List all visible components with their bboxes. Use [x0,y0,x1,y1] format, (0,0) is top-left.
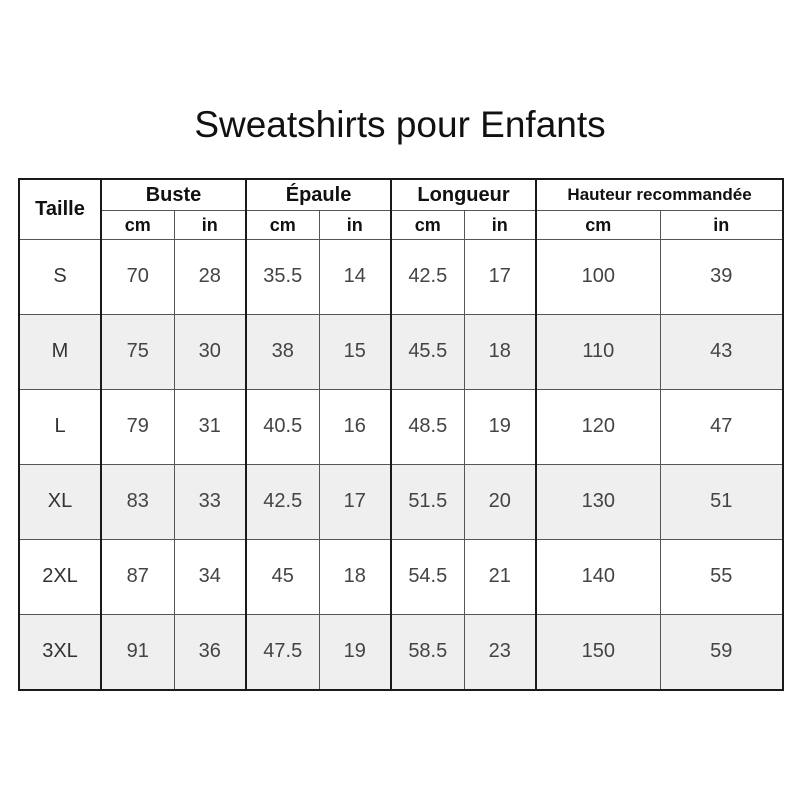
table-cell: 42.5 [246,464,319,539]
table-cell: 79 [101,389,174,464]
table-cell: 55 [660,539,783,614]
table-cell: 47.5 [246,614,319,690]
table-cell: 36 [174,614,246,690]
table-cell: 59 [660,614,783,690]
group-header-recommended-height: Hauteur recommandée [536,179,783,211]
table-cell: 87 [101,539,174,614]
table-cell: 43 [660,314,783,389]
unit-header: cm [101,211,174,240]
table-cell: 58.5 [391,614,464,690]
table-cell: 39 [660,240,783,315]
unit-header: in [464,211,536,240]
unit-header: cm [246,211,319,240]
table-cell: 51 [660,464,783,539]
table-cell: 31 [174,389,246,464]
table-cell: 83 [101,464,174,539]
table-cell: 28 [174,240,246,315]
size-table-body [19,240,783,691]
size-column-header: Taille [19,179,101,240]
table-cell: 110 [536,314,660,389]
table-cell: 40.5 [246,389,319,464]
table-cell: 150 [536,614,660,690]
table-cell: 75 [101,314,174,389]
group-header-length: Longueur [391,179,536,211]
table-cell: 23 [464,614,536,690]
table-cell: 17 [464,240,536,315]
table-cell: 140 [536,539,660,614]
size-label: S [19,240,101,315]
table-cell: 19 [319,614,391,690]
table-cell: 45 [246,539,319,614]
page-title: Sweatshirts pour Enfants [194,104,606,145]
table-cell: 18 [319,539,391,614]
table-row [19,464,783,539]
size-label: M [19,314,101,389]
table-cell: 15 [319,314,391,389]
table-row [19,539,783,614]
group-header-shoulder: Épaule [246,179,391,211]
table-cell: 16 [319,389,391,464]
size-label: 3XL [19,614,101,690]
unit-header: cm [536,211,660,240]
table-row [19,614,783,690]
table-cell: 35.5 [246,240,319,315]
table-cell: 42.5 [391,240,464,315]
size-label: XL [19,464,101,539]
table-cell: 34 [174,539,246,614]
unit-header: in [174,211,246,240]
table-cell: 130 [536,464,660,539]
table-cell: 21 [464,539,536,614]
table-cell: 120 [536,389,660,464]
size-chart-table [18,178,784,691]
table-cell: 70 [101,240,174,315]
table-cell: 17 [319,464,391,539]
table-cell: 91 [101,614,174,690]
table-cell: 18 [464,314,536,389]
unit-header: in [319,211,391,240]
table-cell: 30 [174,314,246,389]
unit-header: in [660,211,783,240]
unit-header: cm [391,211,464,240]
table-cell: 33 [174,464,246,539]
table-cell: 54.5 [391,539,464,614]
table-cell: 45.5 [391,314,464,389]
table-row [19,314,783,389]
table-cell: 20 [464,464,536,539]
table-cell: 100 [536,240,660,315]
table-row [19,240,783,315]
table-cell: 14 [319,240,391,315]
table-cell: 19 [464,389,536,464]
table-cell: 38 [246,314,319,389]
unit-header-row [19,211,783,240]
table-cell: 48.5 [391,389,464,464]
table-row [19,389,783,464]
size-label: 2XL [19,539,101,614]
table-cell: 51.5 [391,464,464,539]
group-header-bust: Buste [101,179,246,211]
table-cell: 47 [660,389,783,464]
group-header-row [19,179,783,211]
size-label: L [19,389,101,464]
